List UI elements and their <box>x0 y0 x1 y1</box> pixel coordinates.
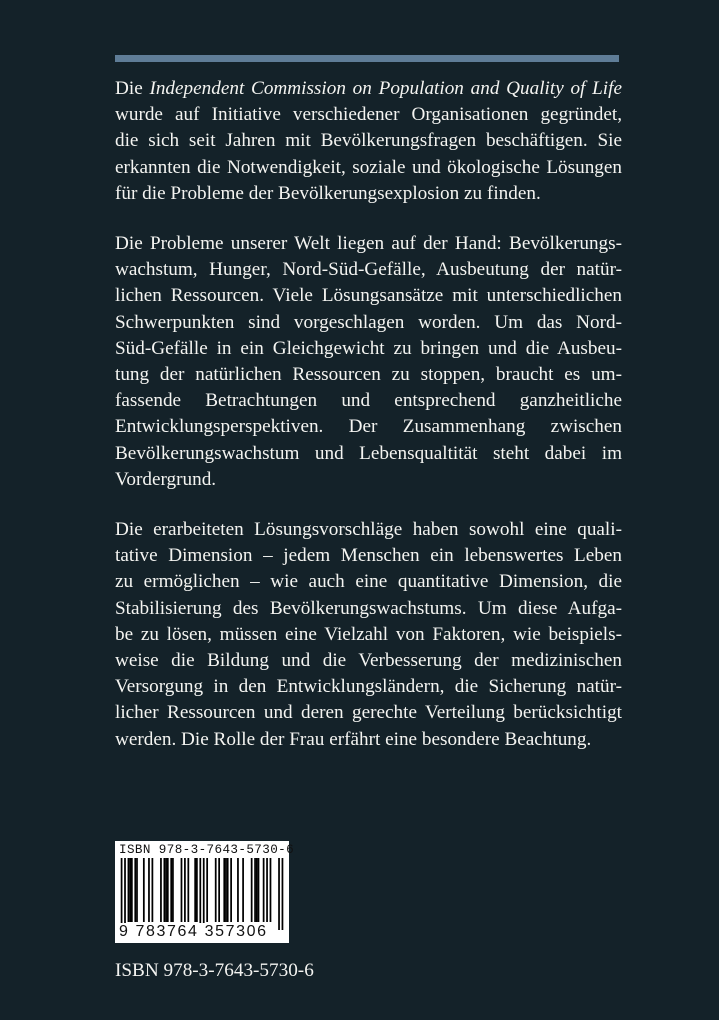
barcode-bar <box>196 858 198 922</box>
text-line: be zu lösen, müssen eine Vielzahl von Faktoren, wie beispiels- <box>115 623 622 645</box>
barcode-bar <box>282 858 284 930</box>
paragraph-3 <box>115 517 622 753</box>
barcode-bar <box>270 858 272 922</box>
barcode-bar <box>121 858 123 930</box>
barcode-bar <box>223 858 225 922</box>
barcode-bar <box>263 858 265 922</box>
commission-name: Independent Commission on Population and Quality of Life <box>149 78 622 99</box>
text-line: Versorgung in den Entwicklungsländern, die Sicherung natür- <box>115 676 622 698</box>
barcode-bar <box>203 858 205 930</box>
text-line: zu ermöglichen – wie auch eine quantitative Dimension, die <box>115 571 622 593</box>
text-line: weise die Bildung und die Verbesserung der medizinischen <box>115 650 622 672</box>
text-line: Die Probleme unserer Welt liegen auf der Hand: Bevölkerungs- <box>115 233 622 255</box>
barcode-bar <box>266 858 268 922</box>
text-line: tung der natürlichen Ressourcen zu stoppen, braucht es um- <box>115 364 622 386</box>
barcode-bar <box>129 858 131 922</box>
text-line: Stabilisierung des Bevölkerungswachstums. Um diese Aufga- <box>115 597 622 619</box>
paragraph-2 <box>115 231 622 493</box>
barcode-bar <box>199 858 201 930</box>
barcode-bar <box>206 858 208 922</box>
barcode <box>115 841 295 943</box>
text-line: Süd-Gefälle in ein Gleichgewicht zu bringen und die Ausbeu- <box>115 337 622 359</box>
barcode-bar <box>131 858 133 922</box>
text-line: erkannten die Notwendigkeit, soziale und ökologische Lösungen <box>115 156 622 178</box>
text-line: wachstum, Hunger, Nord-Süd-Gefälle, Ausbeutung der natür- <box>115 259 622 281</box>
text-line: licher Ressourcen und deren gerechte Verteilung berücksichtigt <box>115 702 622 724</box>
barcode-bar <box>134 858 136 922</box>
barcode-bar <box>170 858 172 922</box>
isbn-text: ISBN 978-3-7643-5730-6 <box>115 960 314 981</box>
barcode-bar <box>230 858 232 922</box>
barcode-isbn-label: ISBN 978-3-7643-5730-6 <box>119 843 295 857</box>
barcode-bar <box>143 858 145 922</box>
top-rule <box>115 55 619 62</box>
text-line: Schwerpunkten sind vorgeschlagen worden. Um das Nord- <box>115 311 622 333</box>
barcode-bar <box>124 858 126 930</box>
barcode-bar <box>163 858 165 922</box>
barcode-bar <box>167 858 169 922</box>
barcode-bar <box>187 858 189 922</box>
barcode-bar <box>181 858 183 922</box>
text-line: Bevölkerungswachstum und Lebensqualtität steht dabei im <box>115 442 622 464</box>
text-line: Die Independent Commission on Population and Quality of Life <box>115 78 622 99</box>
barcode-bar <box>251 858 253 922</box>
text-line: fassende Betrachtungen und entsprechend ganzheitliche <box>115 390 622 412</box>
barcode-bar <box>128 858 130 922</box>
barcode-bar <box>237 858 239 922</box>
barcode-bar <box>227 858 229 922</box>
barcode-bar <box>136 858 138 922</box>
text-line: für die Probleme der Bevölkerungsexplosion zu finden. <box>115 182 541 204</box>
barcode-bar <box>165 858 167 922</box>
barcode-bar <box>184 858 186 922</box>
barcode-bar <box>256 858 258 922</box>
paragraph-1 <box>115 76 622 207</box>
barcode-bar <box>254 858 256 922</box>
barcode-bar <box>278 858 280 930</box>
text-line: lichen Ressourcen. Viele Lösungsansätze mit unterschiedlichen <box>115 285 622 307</box>
barcode-bar <box>215 858 217 922</box>
barcode-bar <box>218 858 220 922</box>
barcode-bars <box>119 858 285 930</box>
text-line: werden. Die Rolle der Frau erfährt eine besondere Beachtung. <box>115 728 592 750</box>
text-line: Die erarbeiteten Lösungsvorschläge haben sowohl eine quali- <box>115 519 622 541</box>
barcode-digits: 9 783764 357306 <box>119 923 268 940</box>
barcode-bar <box>148 858 150 922</box>
barcode-bar <box>152 858 154 922</box>
barcode-bar <box>160 858 162 922</box>
barcode-bar <box>258 858 260 922</box>
barcode-bar <box>172 858 174 922</box>
barcode-bar <box>225 858 227 922</box>
text-line: Vordergrund. <box>115 468 217 490</box>
text-line: die sich seit Jahren mit Bevölkerungsfragen beschäftigen. Sie <box>115 130 622 152</box>
text-line: wurde auf Initiative verschiedener Organisationen gegründet, <box>115 104 622 126</box>
text-line: Entwicklungsperspektiven. Der Zusammenhang zwischen <box>115 416 622 438</box>
barcode-bar <box>242 858 244 922</box>
barcode-bar <box>194 858 196 922</box>
text-line: tative Dimension – jedem Menschen ein lebenswertes Leben <box>115 545 622 567</box>
blurb-text <box>115 76 622 753</box>
